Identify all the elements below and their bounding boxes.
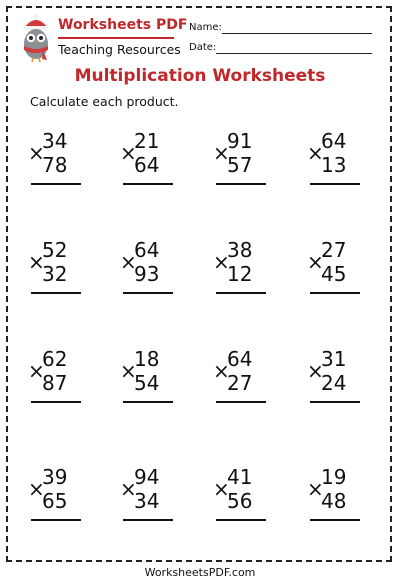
factor-top: 41 bbox=[227, 465, 253, 489]
multiply-sign: × bbox=[120, 477, 137, 501]
factor-top: 52 bbox=[42, 238, 68, 262]
answer-line[interactable] bbox=[123, 519, 173, 521]
factor-bottom: 45 bbox=[321, 262, 347, 286]
factor-bottom: 57 bbox=[227, 153, 253, 177]
problem-11 bbox=[213, 348, 273, 414]
owl-logo-icon bbox=[16, 14, 56, 64]
factor-top: 64 bbox=[134, 238, 160, 262]
problem-5 bbox=[28, 239, 88, 305]
problem-7 bbox=[213, 239, 273, 305]
factor-top: 62 bbox=[42, 347, 68, 371]
answer-line[interactable] bbox=[216, 401, 266, 403]
answer-line[interactable] bbox=[123, 401, 173, 403]
factor-bottom: 34 bbox=[134, 489, 160, 513]
factor-top: 64 bbox=[227, 347, 253, 371]
problem-12 bbox=[307, 348, 367, 414]
multiply-sign: × bbox=[28, 359, 45, 383]
date-field[interactable] bbox=[216, 53, 372, 54]
answer-line[interactable] bbox=[216, 183, 266, 185]
answer-line[interactable] bbox=[216, 519, 266, 521]
answer-line[interactable] bbox=[31, 519, 81, 521]
multiply-sign: × bbox=[213, 141, 230, 165]
problem-15 bbox=[213, 466, 273, 532]
answer-line[interactable] bbox=[31, 401, 81, 403]
factor-top: 94 bbox=[134, 465, 160, 489]
multiply-sign: × bbox=[213, 359, 230, 383]
factor-top: 21 bbox=[134, 129, 160, 153]
multiply-sign: × bbox=[307, 250, 324, 274]
multiply-sign: × bbox=[213, 250, 230, 274]
factor-top: 91 bbox=[227, 129, 253, 153]
factor-bottom: 32 bbox=[42, 262, 68, 286]
multiply-sign: × bbox=[213, 477, 230, 501]
multiply-sign: × bbox=[120, 250, 137, 274]
instructions: Calculate each product. bbox=[30, 94, 179, 109]
multiply-sign: × bbox=[307, 359, 324, 383]
factor-bottom: 93 bbox=[134, 262, 160, 286]
worksheet-title: Multiplication Worksheets bbox=[74, 66, 326, 86]
problem-9 bbox=[28, 348, 88, 414]
name-field[interactable] bbox=[222, 33, 372, 34]
multiply-sign: × bbox=[307, 141, 324, 165]
factor-top: 38 bbox=[227, 238, 253, 262]
multiply-sign: × bbox=[28, 477, 45, 501]
factor-bottom: 13 bbox=[321, 153, 347, 177]
factor-top: 31 bbox=[321, 347, 347, 371]
factor-top: 18 bbox=[134, 347, 160, 371]
brand-title: Worksheets PDF bbox=[58, 17, 188, 33]
factor-top: 27 bbox=[321, 238, 347, 262]
answer-line[interactable] bbox=[216, 292, 266, 294]
answer-line[interactable] bbox=[310, 183, 360, 185]
problem-1 bbox=[28, 130, 88, 196]
factor-top: 19 bbox=[321, 465, 347, 489]
answer-line[interactable] bbox=[31, 292, 81, 294]
factor-bottom: 64 bbox=[134, 153, 160, 177]
problem-2 bbox=[120, 130, 180, 196]
factor-bottom: 12 bbox=[227, 262, 253, 286]
factor-bottom: 48 bbox=[321, 489, 347, 513]
answer-line[interactable] bbox=[123, 183, 173, 185]
factor-bottom: 54 bbox=[134, 371, 160, 395]
multiply-sign: × bbox=[307, 477, 324, 501]
multiply-sign: × bbox=[28, 141, 45, 165]
answer-line[interactable] bbox=[123, 292, 173, 294]
factor-top: 64 bbox=[321, 129, 347, 153]
multiply-sign: × bbox=[28, 250, 45, 274]
factor-top: 34 bbox=[42, 129, 68, 153]
multiply-sign: × bbox=[120, 359, 137, 383]
name-label: Name: bbox=[189, 22, 222, 33]
answer-line[interactable] bbox=[31, 183, 81, 185]
factor-top: 39 bbox=[42, 465, 68, 489]
answer-line[interactable] bbox=[310, 292, 360, 294]
answer-line[interactable] bbox=[310, 401, 360, 403]
problem-13 bbox=[28, 466, 88, 532]
multiply-sign: × bbox=[120, 141, 137, 165]
factor-bottom: 27 bbox=[227, 371, 253, 395]
factor-bottom: 56 bbox=[227, 489, 253, 513]
factor-bottom: 78 bbox=[42, 153, 68, 177]
brand-subtitle: Teaching Resources bbox=[58, 42, 181, 57]
date-label: Date: bbox=[189, 42, 217, 53]
problem-6 bbox=[120, 239, 180, 305]
problem-8 bbox=[307, 239, 367, 305]
problem-4 bbox=[307, 130, 367, 196]
brand-divider bbox=[58, 37, 174, 39]
factor-bottom: 65 bbox=[42, 489, 68, 513]
factor-bottom: 24 bbox=[321, 371, 347, 395]
problem-10 bbox=[120, 348, 180, 414]
answer-line[interactable] bbox=[310, 519, 360, 521]
problem-14 bbox=[120, 466, 180, 532]
factor-bottom: 87 bbox=[42, 371, 68, 395]
problem-3 bbox=[213, 130, 273, 196]
problem-16 bbox=[307, 466, 367, 532]
footer-website: WorksheetsPDF.com bbox=[144, 566, 256, 579]
